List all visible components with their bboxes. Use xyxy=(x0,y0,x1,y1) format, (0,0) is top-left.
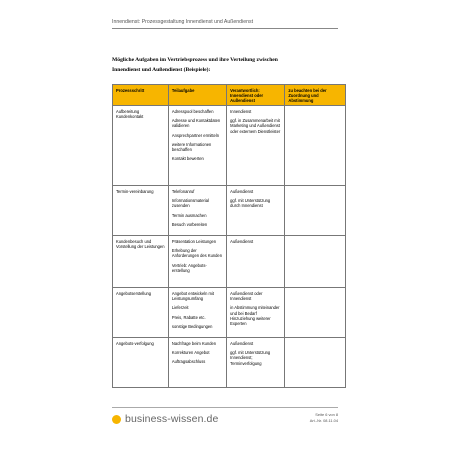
task-item: Präsentation Leistungen xyxy=(171,239,217,245)
task-item: Korrekturen Angebot xyxy=(171,350,210,356)
page-header: Innendienst: Prozessgestaltung Innendienst und Außendienst xyxy=(112,19,254,25)
cell-step: Aufbereitung Kundenkontakt xyxy=(113,106,169,186)
cell-step: Angebots-verfolgung xyxy=(113,338,169,388)
cell-tasks xyxy=(168,186,226,236)
task-item: Lieferzeit xyxy=(171,305,189,311)
col-header-responsible: Verantwortlich: Innendienst oder Außendienst xyxy=(227,85,285,106)
task-item: Kontakt bewerten xyxy=(171,155,204,161)
table-row xyxy=(113,288,346,338)
cell-responsible xyxy=(227,106,285,186)
page-number: Seite 6 von 8 xyxy=(315,412,338,417)
cell-step: Angebotserstellung xyxy=(113,288,169,338)
cell-notes xyxy=(285,338,346,388)
task-item: Besuch vorbereiten xyxy=(171,221,208,227)
table-row xyxy=(113,236,346,288)
cell-responsible xyxy=(227,186,285,236)
heading-line-2: Innendienst und Außendienst (Beispiele): xyxy=(112,66,211,73)
cell-tasks xyxy=(168,288,226,338)
task-item: Erhebung der Anforderungen des Kunden xyxy=(171,248,222,259)
task-item: Ansprechpartner ermitteln xyxy=(171,132,220,138)
task-item: Vertrieb: Angebots-erstellung xyxy=(171,262,207,273)
header-divider xyxy=(112,28,338,29)
col-header-step: Prozessschritt xyxy=(113,85,169,106)
cell-notes xyxy=(285,288,346,338)
cell-notes xyxy=(285,106,346,186)
task-item: Adresspool beschaffen xyxy=(171,109,214,115)
cell-responsible xyxy=(227,236,285,288)
responsible-item: Außendienst xyxy=(230,189,254,195)
task-item: sonstige Bedingungen xyxy=(171,323,213,329)
brand-logo xyxy=(112,413,218,425)
responsible-item: in Abstimmung miteinander und bei Bedarf Hinzuziehung weiterer Experten xyxy=(230,305,280,326)
logo-text: business-wissen.de xyxy=(125,413,219,425)
task-item: Adresse und Kontaktdaten validieren xyxy=(171,118,221,129)
task-item: Telefonanruf xyxy=(171,189,195,195)
responsible-item: Außendienst xyxy=(230,239,254,245)
article-number: Art.-Nr. 08.11.04 xyxy=(309,418,338,423)
cell-step: Kundenbesuch und Vorstellung der Leistungen xyxy=(113,236,169,288)
responsible-item: ggf. mit Unterstützung durch Innendienst xyxy=(230,198,271,209)
cell-tasks xyxy=(168,338,226,388)
responsible-item: Außendienst xyxy=(230,341,254,347)
heading-line-1: Mögliche Aufgaben im Vertriebsprozess und ihre Verteilung zwischen xyxy=(112,57,278,63)
page-info xyxy=(310,412,338,424)
task-item: weitere Informationen beschaffen xyxy=(171,141,212,152)
responsible-item: Außendienst oder Innendienst xyxy=(230,291,263,302)
col-header-task: Teilaufgabe xyxy=(168,85,226,106)
task-item: Auftragsabschluss xyxy=(171,359,206,365)
responsible-item: ggf. mit Unterstützung Innendienst; Terminverfolgung xyxy=(230,350,271,366)
table-header-row xyxy=(113,85,346,106)
task-item: Preis, Rabatte etc. xyxy=(171,314,206,320)
task-item: Termin ausmachen xyxy=(171,212,207,218)
table-row xyxy=(113,338,346,388)
responsible-item: Innendienst xyxy=(230,109,252,115)
cell-responsible xyxy=(227,288,285,338)
cell-step: Termin-vereinbarung xyxy=(113,186,169,236)
footer-divider xyxy=(112,407,338,408)
logo-dot-icon xyxy=(112,415,121,424)
task-item: Angebot entwickeln mit Leistungsumfang xyxy=(171,291,215,302)
cell-responsible xyxy=(227,338,285,388)
responsible-item: ggf. in Zusammenarbeit mit Marketing und Außendienst oder externem Dienstleister xyxy=(230,118,281,134)
col-header-notes: zu beachten bei der Zuordnung und Abstimmung xyxy=(285,85,346,106)
cell-notes xyxy=(285,186,346,236)
cell-tasks xyxy=(168,236,226,288)
process-table xyxy=(112,84,346,388)
section-heading xyxy=(112,56,352,75)
task-item: Informationsmaterial zusenden xyxy=(171,198,209,209)
table-row xyxy=(113,186,346,236)
task-item: Nachfrage beim Kunden xyxy=(171,341,217,347)
cell-notes xyxy=(285,236,346,288)
cell-tasks xyxy=(168,106,226,186)
table-row xyxy=(113,106,346,186)
